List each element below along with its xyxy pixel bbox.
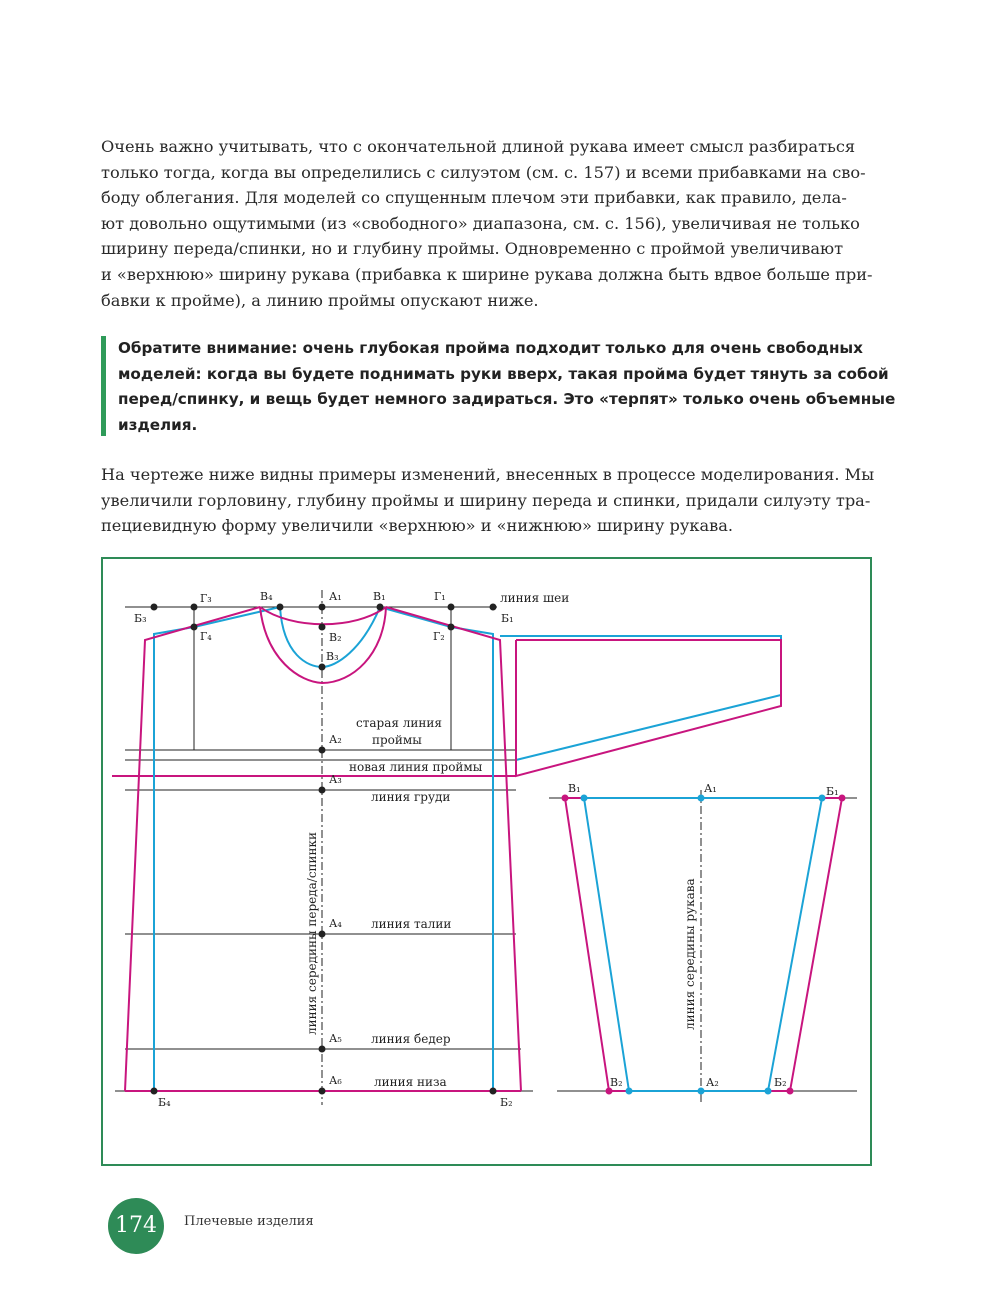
text-line: только тогда, когда вы определились с силуэтом (см. с. 157) и всеми прибавками на сво-: [101, 162, 866, 182]
sleeve-old-outline: [584, 798, 822, 1091]
body-new-left-side: [125, 607, 260, 1091]
body-new-outline: [125, 607, 521, 1091]
point-v3: [319, 664, 326, 671]
sleeve-label-v1: В₁: [568, 782, 581, 795]
point-b2: [490, 1088, 497, 1095]
point-a1: [319, 604, 326, 611]
label-a5: А₅: [329, 1032, 342, 1045]
sleeve-point-b2-new: [787, 1088, 794, 1095]
label-a2: А₂: [329, 733, 342, 746]
old-armhole-label-1: старая линия: [356, 716, 442, 730]
sleeve-label-b1: Б₁: [826, 785, 839, 798]
body-points: [151, 604, 497, 1095]
attached-sleeve-new: [516, 640, 781, 776]
point-a4: [319, 931, 326, 938]
text-line: Обратите внимание: очень глубокая пройма подходит только для очень свободных: [118, 339, 863, 357]
old-armhole-label-2: проймы: [372, 733, 422, 747]
sleeve-point-v2-old: [626, 1088, 633, 1095]
point-a3: [319, 787, 326, 794]
label-a4: А₄: [329, 917, 342, 930]
label-v4: В₄: [260, 590, 273, 603]
label-g3: Г₃: [200, 592, 212, 605]
text-line: увеличили горловину, глубину проймы и ширину переда и спинки, придали силуэту тра-: [101, 490, 871, 510]
point-a6: [319, 1088, 326, 1095]
point-a5: [319, 1046, 326, 1053]
sleeve-new-left: [565, 798, 629, 1091]
text-line: ют довольно ощутимыми (из «свободного» диапазона, см. с. 156), увеличивая не только: [101, 213, 860, 233]
label-g2: Г₂: [433, 630, 445, 643]
text-line: На чертеже ниже видны примеры изменений, внесенных в процессе моделирования. Мы: [101, 465, 875, 484]
point-v1: [377, 604, 384, 611]
text-line: Очень важно учитывать, что с окончательной длиной рукава имеет смысл разбираться: [101, 137, 856, 156]
new-armhole-label: новая линия проймы: [349, 760, 483, 774]
label-b1: Б₁: [501, 612, 514, 625]
body-new-neckline: [260, 607, 386, 683]
text-line: изделия.: [118, 415, 198, 434]
neck-line-label: линия шеи: [500, 591, 570, 605]
page-number: 174: [115, 1213, 157, 1238]
label-b2: Б₂: [500, 1096, 513, 1109]
label-b4: Б₄: [158, 1096, 171, 1109]
sleeve-point-b1-old: [819, 795, 826, 802]
body-old-left-side: [154, 607, 280, 1091]
sleeve-point-b1-new: [839, 795, 846, 802]
label-g1: Г₁: [434, 590, 446, 603]
label-v1: В₁: [373, 590, 386, 603]
point-b3: [151, 604, 158, 611]
point-g3: [191, 604, 198, 611]
center-line-label: линия середины переда/спинки: [305, 831, 319, 1035]
point-g2: [448, 624, 455, 631]
waist-line-label: линия талии: [371, 917, 452, 931]
label-g4: Г₄: [200, 630, 212, 643]
label-v2: В₂: [329, 631, 342, 644]
page-number-badge: [108, 1198, 164, 1254]
sleeve-center-label: линия середины рукава: [683, 878, 697, 1030]
attached-sleeve: [500, 636, 781, 776]
label-b3: Б₃: [134, 612, 147, 625]
body-line-labels: [305, 591, 569, 1089]
sleeve-points: [562, 795, 846, 1095]
sleeve-point-v1-old: [581, 795, 588, 802]
label-v3: В₃: [326, 650, 339, 663]
sleeve-label-v2: В₂: [610, 1076, 623, 1089]
text-line: моделей: когда вы будете поднимать руки вверх, такая пройма будет тянуть за собой: [118, 364, 889, 383]
text-line: пециевидную форму увеличили «верхнюю» и «нижнюю» ширину рукава.: [101, 516, 734, 536]
point-g4: [191, 624, 198, 631]
text-line: ширину переда/спинки, но и глубину проймы. Одновременно с проймой увеличивают: [101, 239, 844, 259]
sleeve-label-a2: А₂: [706, 1076, 719, 1089]
point-a2: [319, 747, 326, 754]
text-line: перед/спинку, и вещь будет немного задираться. Это «терпят» только очень объемные: [118, 390, 896, 409]
text-line: боду облегания. Для моделей со спущенным плечом эти прибавки, как правило, дела-: [101, 188, 847, 208]
body-old-outline: [154, 607, 493, 1091]
chest-line-label: линия груди: [371, 790, 451, 804]
sleeve-old-shape: [584, 798, 822, 1091]
sleeve-point-b2-old: [765, 1088, 772, 1095]
hem-line-label: линия низа: [374, 1075, 447, 1089]
sleeve-label-a1: А₁: [704, 782, 717, 795]
label-a1: А₁: [329, 590, 342, 603]
running-footer-title: Плечевые изделия: [184, 1214, 314, 1229]
text-line: и «верхнюю» ширину рукава (прибавка к ширине рукава должна быть вдвое больше при-: [101, 264, 873, 284]
sleeve-construction-lines: [549, 790, 857, 1105]
sleeve-point-a1: [698, 795, 705, 802]
sleeve-point-v1-new: [562, 795, 569, 802]
sleeve-new-right: [768, 798, 842, 1091]
attached-sleeve-old: [500, 636, 781, 760]
point-v2: [319, 624, 326, 631]
sleeve-label-b2: Б₂: [774, 1076, 787, 1089]
label-a3: А₃: [329, 773, 342, 786]
point-v4: [277, 604, 284, 611]
point-g1: [448, 604, 455, 611]
text-line: бавки к пройме), а линию проймы опускают ниже.: [101, 290, 539, 310]
body-old-right-side: [380, 607, 493, 1091]
point-b1: [490, 604, 497, 611]
body-new-right-side: [386, 607, 521, 1091]
point-b4: [151, 1088, 158, 1095]
sleeve-point-a2: [698, 1088, 705, 1095]
label-a6: А₆: [329, 1074, 342, 1087]
hip-line-label: линия бедер: [371, 1032, 451, 1046]
